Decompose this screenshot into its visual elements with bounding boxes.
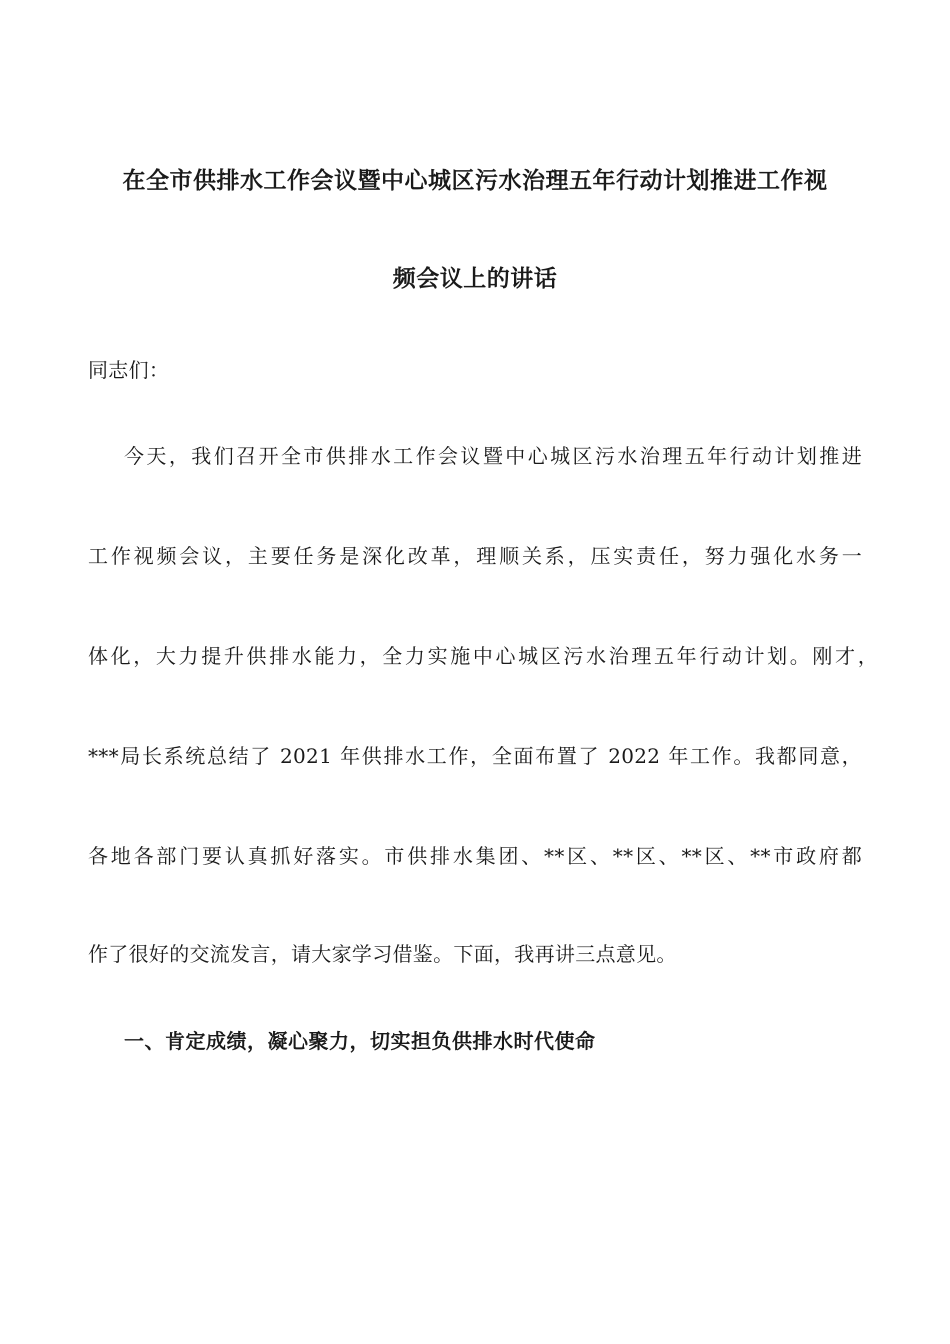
paragraph-line: 各地各部门要认真抓好落实。市供排水集团、**区、**区、**区、**市政府都 — [88, 844, 862, 868]
paragraph-line: ***局长系统总结了 2021 年供排水工作，全面布置了 2022 年工作。我都同意， — [88, 744, 862, 768]
paragraph-line: 今天，我们召开全市供排水工作会议暨中心城区污水治理五年行动计划推进 — [124, 444, 862, 468]
document-title-line-1: 在全市供排水工作会议暨中心城区污水治理五年行动计划推进工作视 — [122, 168, 828, 194]
salutation: 同志们： — [88, 358, 170, 382]
paragraph-line: 体化，大力提升供排水能力，全力实施中心城区污水治理五年行动计划。刚才， — [88, 644, 878, 668]
document-title-line-2: 频会议上的讲话 — [392, 266, 558, 292]
paragraph-line: 作了很好的交流发言，请大家学习借鉴。下面，我再讲三点意见。 — [88, 942, 677, 966]
paragraph-line: 工作视频会议，主要任务是深化改革，理顺关系，压实责任，努力强化水务一 — [88, 544, 862, 568]
section-heading: 一、肯定成绩，凝心聚力，切实担负供排水时代使命 — [124, 1029, 596, 1053]
